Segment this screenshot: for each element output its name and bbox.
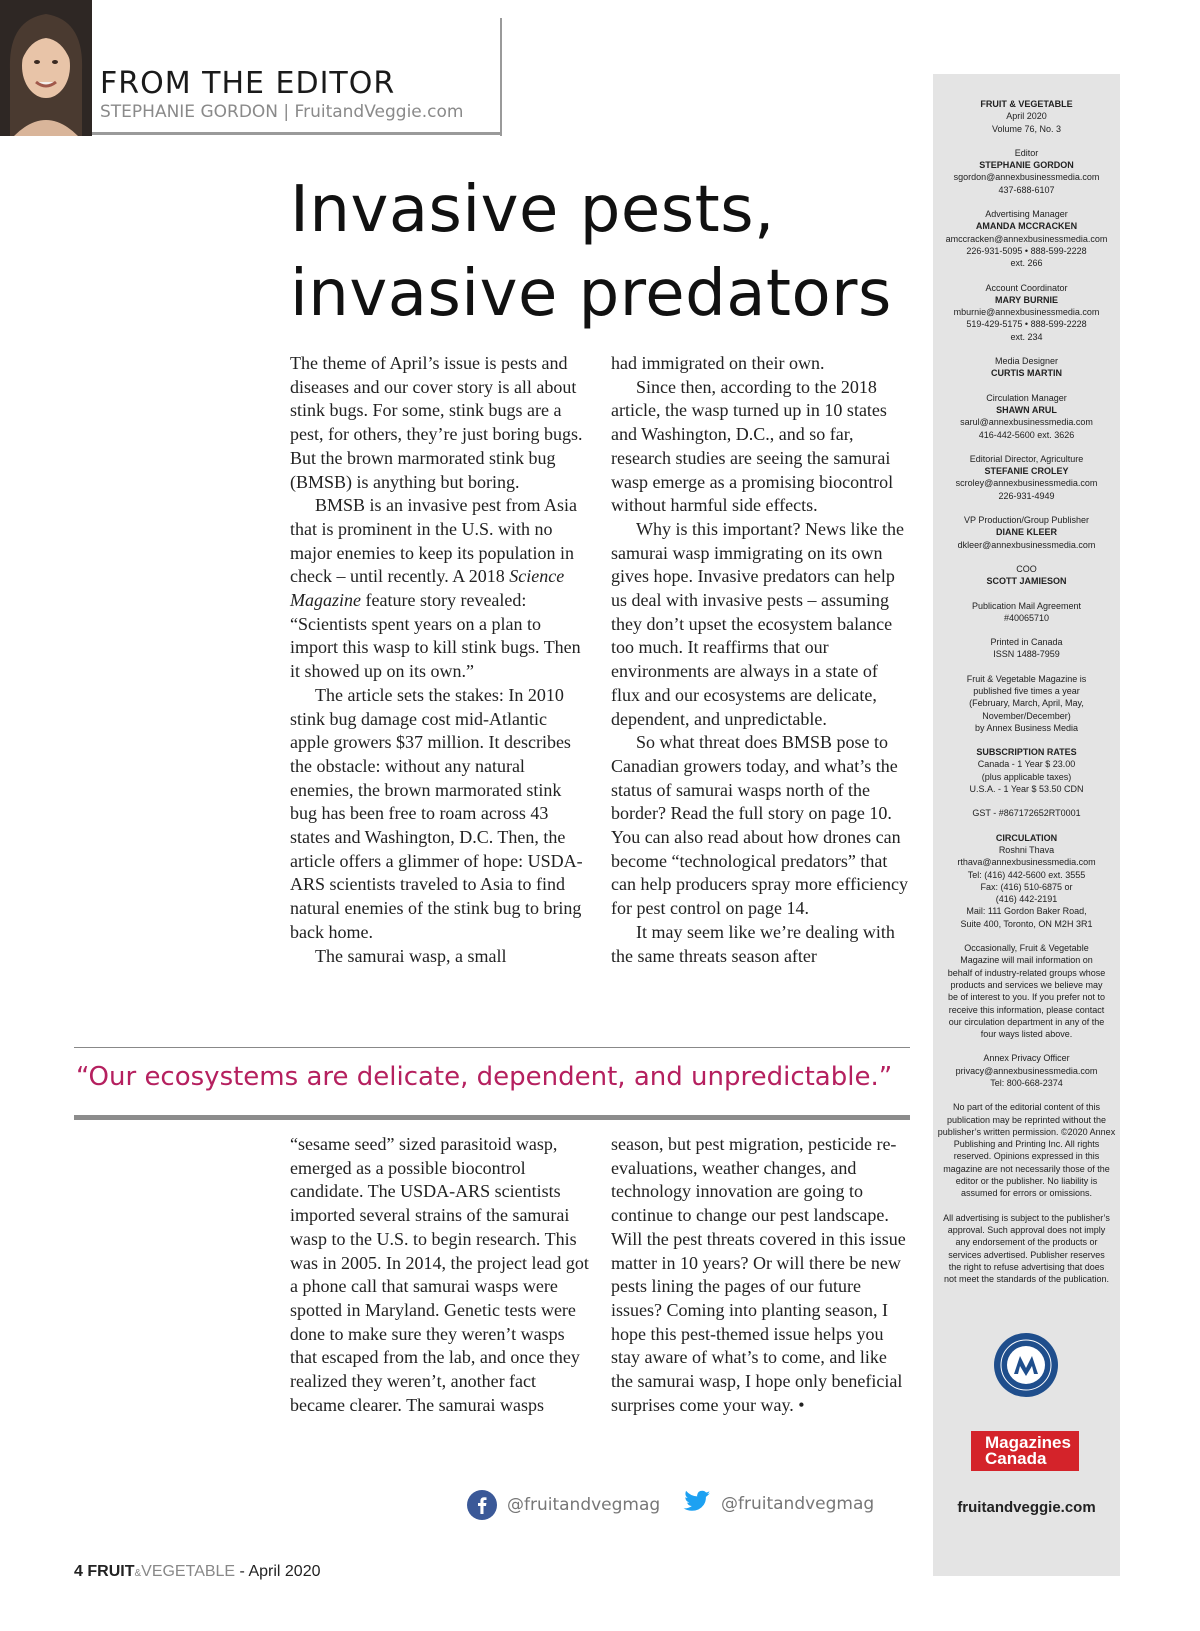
frequency: Fruit & Vegetable Magazine is [966,673,1087,684]
frequency: November/December) [982,710,1071,721]
page-number: 4 [74,1563,83,1580]
staff-name: CURTIS MARTIN [991,368,1062,379]
staff-phone: 519-429-5175 • 888-599-2228 [966,319,1087,330]
facebook-icon [467,1490,497,1520]
paragraph: BMSB is an invasive pest from Asia that is prominent in the U.S. with no major enemies to keep its population in check – until recently. A 2018 Science Magazine feature story revealed: “Scientists spent years on a plan to import this wasp to kill stink bugs. Then it showed up on its own.” [290,495,581,682]
circulation-name: Roshni Thava [998,844,1055,855]
staff-role: VP Production/Group Publisher [964,515,1089,526]
staff-email[interactable]: sgordon@annexbusinessmedia.com [953,172,1100,183]
circulation-fax: (416) 442-2191 [995,894,1058,905]
staff-name: SCOTT JAMIESON [986,576,1067,587]
frequency: (February, March, April, May, [969,698,1084,709]
frequency: published five times a year [973,685,1080,696]
page-footer [74,1563,321,1581]
website-url[interactable]: fruitandveggie.com [957,1499,1096,1516]
staff-role: Account Coordinator [985,282,1068,293]
facebook-handle[interactable] [467,1490,660,1520]
paragraph: The theme of April’s issue is pests and diseases and our cover story is all about stink bugs. For some, stink bugs are a pest, for others, they’re just boring bugs. But the brown marmorated stink bug (BMSB) is anything but boring. [290,353,583,492]
issn: ISSN 1488-7959 [993,649,1060,660]
volume: Volume 76, No. 3 [991,123,1062,134]
privacy-tel: Tel: 800-668-2374 [990,1078,1063,1088]
masthead-sidebar [933,74,1120,1576]
editor-portrait [0,0,92,136]
staff-role: Advertising Manager [985,209,1068,220]
staff-phone: 226-931-5095 • 888-599-2228 [966,245,1087,256]
twitter-handle-text: @fruitandvegmag [721,1494,875,1514]
pull-quote: “Our ecosystems are delicate, dependent, and unpredictable.” [76,1062,893,1092]
paragraph: “sesame seed” sized parasitoid wasp, emerged as a possible biocontrol candidate. The USDA-ARS scientists imported several strains of the samurai wasp to the U.S. to begin research. This was in 2005. In 2014, the project lead got a phone call that samurai wasps were spotted in Maryland. Genetic tests were done to make sure they weren’t wasps that escaped from the lab, and once they realized they weren’t, another fact became clearer. The samurai wasps [290,1134,589,1415]
mc-line-1: Magazines [985,1433,1071,1452]
byline: STEPHANIE GORDON | FruitandVeggie.com [100,102,464,122]
pull-quote-rule-top [74,1047,910,1048]
subscription-title: SUBSCRIPTION RATES [976,747,1077,758]
article-headline [290,168,910,336]
section-title: FROM THE EDITOR [100,66,396,101]
paragraph: It may seem like we’re dealing with the same threats season after [611,921,895,966]
article-column-2-bottom [611,1133,911,1417]
masthead-staff [933,98,1120,1297]
paragraph: The article sets the stakes: In 2010 stink bug damage cost mid-Atlantic apple growers $37 million. It describes the obstacle: without any natural enemies, the brown marmorated stink bug has been free to roam across 43 states and Washington, D.C. Then, the article offers a glimmer of hope: USDA-ARS scientists traveled to Asia to find natural enemies of the stink bug to bring back home. [290,684,583,942]
advertising-notice: All advertising is subject to the publisher’s approval. Such approval does not imply any endorsement of the products or services advertised. Publisher reserves the right to refuse advertising that does not meet the standards of the publication. [943,1212,1110,1285]
twitter-icon [677,1490,711,1518]
circulation-email[interactable]: rthava@annexbusinessmedia.com [957,857,1096,868]
staff-phone: 226-931-4949 [998,490,1055,501]
occasional-notice: Occasionally, Fruit & Vegetable Magazine will mail information on behalf of industry-related groups whose products and services we believe may be of interest to you. If you prefer not to receive this information, please contact our circulation department in any of the four ways listed above. [947,943,1106,1040]
circulation-fax: Fax: (416) 510-6875 or [980,881,1073,892]
staff-name: DIANE KLEER [995,527,1057,538]
pma-number: #40065710 [1003,612,1050,623]
magazines-canada-logo [971,1431,1079,1471]
staff-role: Circulation Manager [986,392,1067,403]
staff-name: MARY BURNIE [994,294,1058,305]
staff-role: COO [1016,563,1037,574]
subscription-canada: Canada - 1 Year $ 23.00 [977,759,1076,770]
footer-mag-amp: & [134,1568,142,1579]
pma-label: Publication Mail Agreement [971,600,1082,611]
staff-email[interactable]: mburnie@annexbusinessmedia.com [953,307,1100,318]
headline-line-2: invasive predators [290,257,892,331]
pull-quote-rule-bottom [74,1115,910,1120]
circulation-title: CIRCULATION [995,832,1058,843]
article-column-2-top [611,352,911,968]
paragraph: had immigrated on their own. [611,353,825,373]
staff-email[interactable]: amccracken@annexbusinessmedia.com [945,233,1108,244]
frequency: by Annex Business Media [974,722,1079,733]
headline-line-1: Invasive pests, [290,173,775,247]
staff-role: Editorial Director, Agriculture [969,453,1084,464]
staff-ext: ext. 234 [1010,331,1043,342]
footer-mag-fruit: FRUIT [87,1563,135,1580]
article-column-1-bottom [290,1133,590,1417]
header-divider-vertical [500,18,502,136]
staff-name: STEFANIE CROLEY [984,466,1069,477]
subscription-taxes: (plus applicable taxes) [981,771,1072,782]
privacy-email[interactable]: privacy@annexbusinessmedia.com [955,1065,1098,1076]
header-divider-horizontal [92,132,502,135]
circulation-mail: Suite 400, Toronto, ON M2H 3R1 [960,918,1093,929]
staff-role: Media Designer [994,356,1059,367]
circulation-mail: Mail: 111 Gordon Baker Road, [966,906,1087,917]
staff-phone: 437-688-6107 [998,184,1055,195]
issue-date: April 2020 [1006,111,1047,122]
facebook-handle-text: @fruitandvegmag [507,1495,661,1515]
paragraph: So what threat does BMSB pose to Canadian growers today, and what’s the status of samurai wasps north of the border? Read the full story on page 10. You can also read about how drones can become “technological predators” that can help producers spray more efficiency for pest control on page 14. [611,732,909,919]
staff-email[interactable]: sarul@annexbusinessmedia.com [960,417,1093,428]
staff-name: AMANDA MCCRACKEN [975,221,1078,232]
staff-ext: ext. 266 [1010,258,1043,269]
pub-name: FRUIT & VEGETABLE [980,99,1073,109]
paragraph: season, but pest migration, pesticide re-evaluations, weather changes, and technology innovation are going to continue to change our pest landscape. Will the pest threats covered in this issue matter in 10 years? Or will there be new pests lining the pages of our future issues? Coming into planting season, I hope this pest-themed issue helps you stay aware of what’s to come, and like the samurai wasp, I hope only beneficial surprises come your way. • [611,1134,906,1415]
printed-in: Printed in Canada [990,637,1063,648]
staff-email[interactable]: dkleer@annexbusinessmedia.com [957,539,1096,550]
paragraph: Why is this important? News like the samurai wasp immigrating on its own gives hope. Invasive predators can help us deal with invasive pests – assuming they don’t upset the ecosystem balance too much. It reaffirms that our environments are always in a state of flux and our ecosystems are delicate, dependent, and unpredictable. [611,518,904,729]
aam-seal-icon [993,1332,1059,1398]
staff-email[interactable]: scroley@annexbusinessmedia.com [955,478,1098,489]
twitter-handle[interactable] [677,1490,874,1518]
staff-phone: 416-442-5600 ext. 3626 [978,429,1075,440]
legal-notice: No part of the editorial content of this publication may be reprinted without the publisher’s written permission. ©2020 Annex Publishing and Printing Inc. All rights reserved. Opinions expressed in this magazine are not necessarily those of the editor or the publisher. No liability is assumed for errors or omissions. [937,1102,1116,1199]
paragraph: The samurai wasp, a small [315,945,507,966]
footer-mag-veg: VEGETABLE [141,1563,236,1580]
footer-date: - April 2020 [235,1563,321,1580]
subscription-usa: U.S.A. - 1 Year $ 53.50 CDN [969,784,1084,795]
staff-name: STEPHANIE GORDON [979,160,1074,171]
publication-title: Science Magazine [290,566,565,611]
mc-line-2: Canada [985,1449,1047,1468]
circulation-tel: Tel: (416) 442-5600 ext. 3555 [967,869,1086,880]
gst-number: GST - #867172652RT0001 [972,808,1081,819]
staff-role: Editor [1014,147,1039,158]
privacy-role: Annex Privacy Officer [983,1053,1070,1064]
paragraph: Since then, according to the 2018 article, the wasp turned up in 10 states and Washington, D.C., and so far, research studies are seeing the samurai wasp emerge as a promising biocontrol without harmful side effects. [611,376,894,516]
staff-name: SHAWN ARUL [996,404,1057,415]
article-column-1-top [290,352,590,968]
